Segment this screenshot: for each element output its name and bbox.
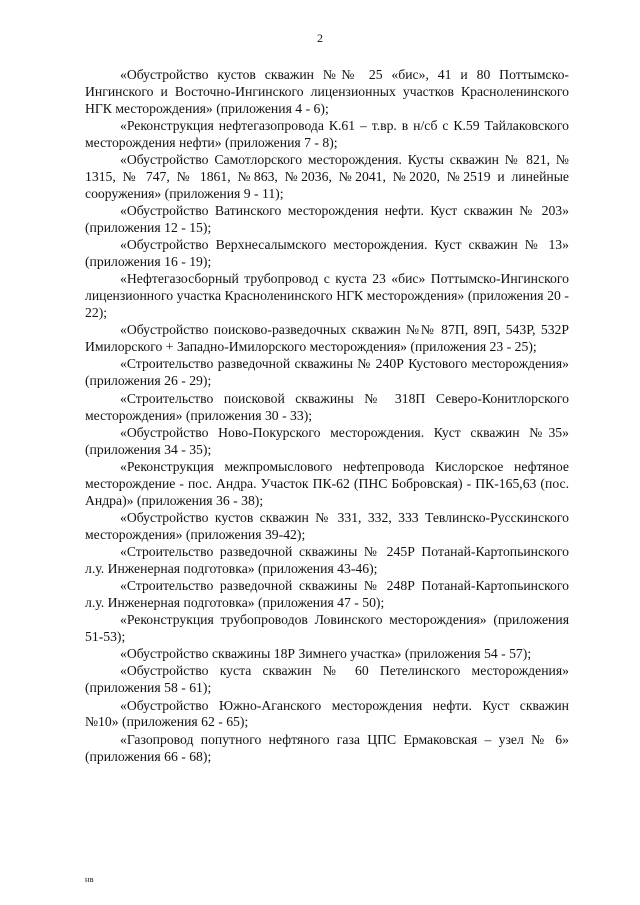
list-paragraph: «Обустройство Верхнесалымского месторождения. Куст скважин № 13» (приложения 16 - 19);	[85, 237, 569, 270]
list-paragraph: «Реконструкция трубопроводов Ловинского месторождения» (приложения 51-53);	[85, 612, 569, 645]
list-paragraph: «Нефтегазосборный трубопровод с куста 23 «бис» Поттымско-Ингинского лицензионного участка Красноленинского НГК месторождения» (приложения 20 - 22);	[85, 271, 569, 321]
list-paragraph: «Обустройство Ново-Покурского месторождения. Куст скважин №35» (приложения 34 - 35);	[85, 424, 569, 457]
list-paragraph: «Обустройство кустов скважин № 331, 332, 333 Тевлинско-Русскинского месторождения» (приложения 39-42);	[85, 509, 569, 542]
list-paragraph: «Обустройство Южно-Аганского месторождения нефти. Куст скважин №10» (приложения 62 - 65);	[85, 697, 569, 730]
list-paragraph: «Обустройство куста скважин № 60 Петелинского месторождения» (приложения 58 - 61);	[85, 663, 569, 696]
document-body	[85, 67, 569, 766]
page-number: 2	[317, 31, 323, 45]
list-paragraph: «Строительство разведочной скважины № 240Р Кустового месторождения» (приложения 26 - 29);	[85, 356, 569, 389]
list-paragraph: «Строительство разведочной скважины № 248Р Потанай-Картопьинского л.у. Инженерная подготовка» (приложения 47 - 50);	[85, 578, 569, 610]
list-paragraph: «Обустройство Ватинского месторождения нефти. Куст скважин № 203» (приложения 12 - 15);	[85, 203, 569, 236]
list-paragraph: «Обустройство кустов скважин №№ 25 «бис», 41 и 80 Поттымско-Ингинского и Восточно-Ингинского лицензионных участков Красноленинского НГК месторождения» (приложения 4 - 6);	[85, 67, 569, 116]
list-paragraph: «Строительство поисковой скважины № 318П Северо-Конитлорского месторождения» (приложения 30 - 33);	[85, 390, 569, 423]
list-paragraph: «Реконструкция нефтегазопровода К.61 – т.вр. в н/сб с К.59 Тайлаковского месторождения нефти» (приложения 7 - 8);	[85, 118, 569, 150]
list-paragraph: «Реконструкция межпромыслового нефтепровода Кислорское нефтяное месторождение - пос. Андра. Участок ПК-62 (ПНС Бобровская) - ПК-165,63 (пос. Андра)» (приложения 36 - 38);	[85, 458, 569, 508]
list-paragraph: «Строительство разведочной скважины № 245Р Потанай-Картопьинского л.у. Инженерная подготовка» (приложения 43-46);	[85, 543, 569, 576]
list-paragraph: «Газопровод попутного нефтяного газа ЦПС Ермаковская – узел № 6» (приложения 66 - 68);	[85, 731, 569, 764]
list-paragraph: «Обустройство скважины 18Р Зимнего участка» (приложения 54 - 57);	[120, 646, 532, 662]
list-paragraph: «Обустройство поисково-разведочных скважин №№ 87П, 89П, 543Р, 532Р Имилорского + Западно-Имилорского месторождения» (приложения 23 - 25);	[85, 322, 569, 355]
list-paragraph: «Обустройство Самотлорского месторождения. Кусты скважин № 821, № 1315, № 747, № 1861, №863, №2036, №2041, №2020, №2519 и линейные сооружения» (приложения 9 - 11);	[85, 152, 569, 201]
footer-initials: нв	[85, 875, 95, 884]
